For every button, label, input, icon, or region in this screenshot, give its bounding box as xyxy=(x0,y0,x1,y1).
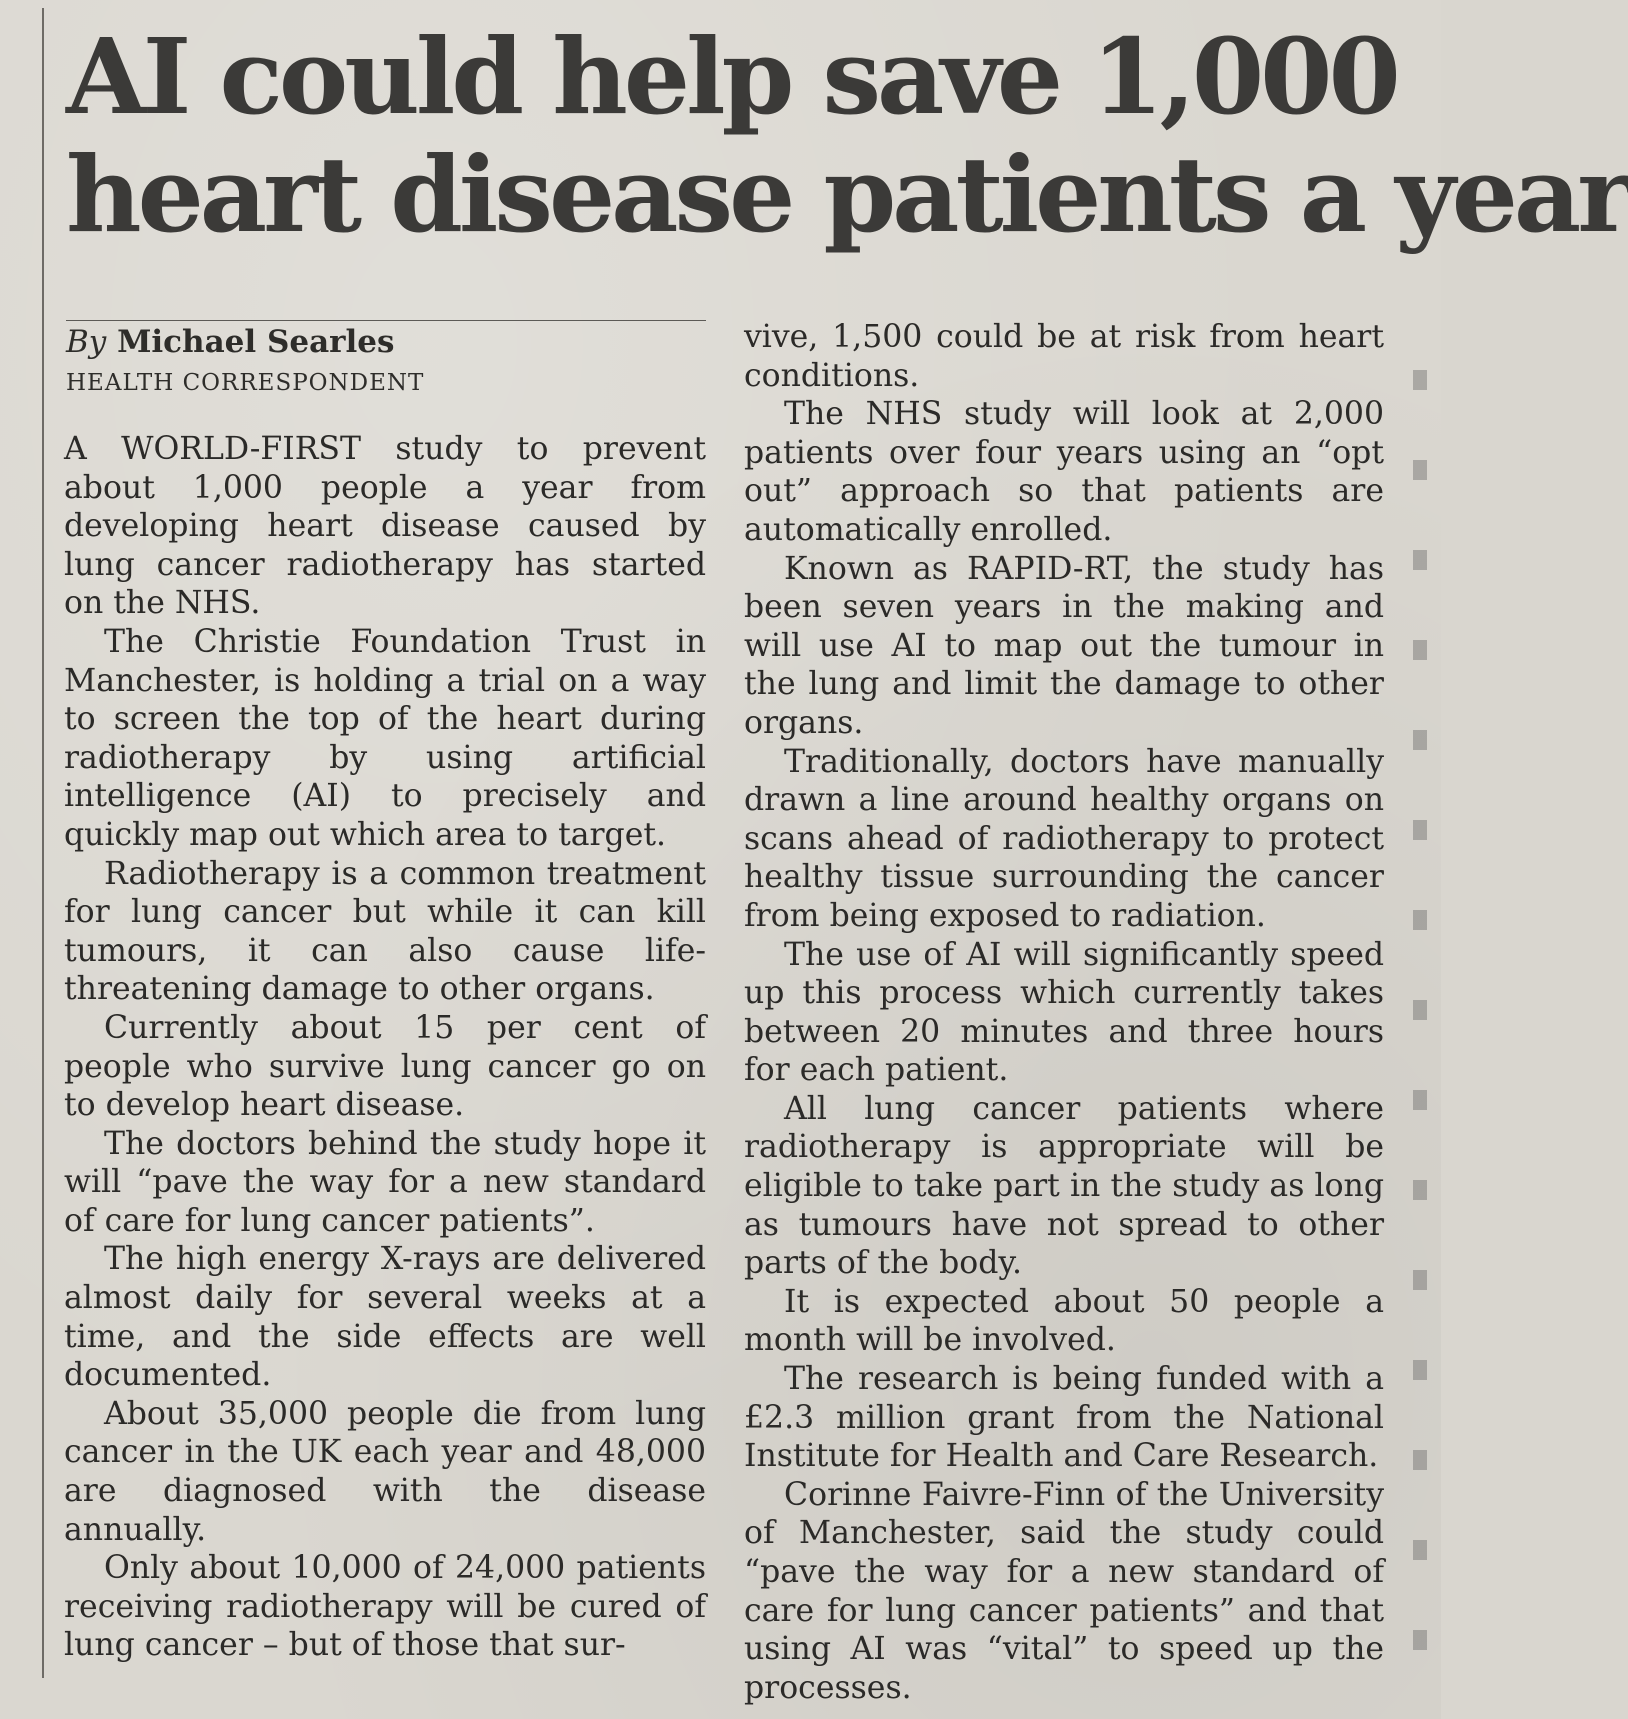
paragraph: Radiotherapy is a common treatment for lung cancer but while it can kill tumours, it can also cause life-threatening damage to other organs. xyxy=(64,855,706,1008)
paragraph: Known as RAPID-RT, the study has been seven years in the making and will use AI to map out the tumour in the lung and limit the damage to other organs. xyxy=(744,550,1384,741)
paragraph: The high energy X-rays are delivered almost daily for several weeks at a time, and the side effects are well documented. xyxy=(64,1241,706,1394)
paragraph: The research is being funded with a £2.3 million grant from the National Institute for Health and Care Research. xyxy=(744,1361,1384,1475)
paragraph: The Christie Foundation Trust in Manchester, is holding a trial on a way to screen the top of the heart during radiotherapy by using artificial intelligence (AI) to precisely and quickly map out which area to target. xyxy=(64,623,706,853)
paragraph: Traditionally, doctors have manually drawn a line around healthy organs on scans ahead of radiotherapy to protect healthy tissue surrounding the cancer from being exposed to radiation. xyxy=(744,743,1384,934)
paragraph: The use of AI will significantly speed up this process which currently takes between 20 minutes and three hours for each patient. xyxy=(744,936,1384,1089)
byline-divider xyxy=(66,320,706,321)
paragraph: Only about 10,000 of 24,000 patients receiving radiotherapy will be cured of lung cancer – but of those that sur- xyxy=(64,1550,706,1664)
byline-prefix: By xyxy=(66,324,107,360)
byline xyxy=(66,322,706,362)
paragraph: It is expected about 50 people a month will be involved. xyxy=(744,1283,1384,1359)
column-rule xyxy=(42,8,44,1678)
author-name: Michael Searles xyxy=(117,324,395,360)
adjacent-column-edge xyxy=(1413,300,1427,1700)
paragraph: A WORLD-FIRST study to prevent about 1,000 people a year from developing heart disease caused by lung cancer radiotherapy has started on the NHS. xyxy=(64,431,706,622)
paragraph: Corinne Faivre-Finn of the University of Manchester, said the study could “pave the way for a new standard of care for lung cancer patients” and that using AI was “vital” to speed up the processes. xyxy=(744,1476,1384,1706)
article-column-2 xyxy=(744,318,1384,1707)
paragraph: The doctors behind the study hope it will “pave the way for a new standard of care for lung cancer patients”. xyxy=(64,1125,706,1239)
paragraph: All lung cancer patients where radiotherapy is appropriate will be eligible to take part in the study as long as tumours have not spread to other parts of the body. xyxy=(744,1090,1384,1282)
author-role: HEALTH CORRESPONDENT xyxy=(66,370,425,396)
headline xyxy=(66,15,1628,256)
paragraph: The NHS study will look at 2,000 patients over four years using an “opt out” approach so that patients are automatically enrolled. xyxy=(744,396,1384,548)
headline-line-2: heart disease patients a year xyxy=(66,133,1628,256)
headline-line-1: AI could help save 1,000 xyxy=(66,15,1397,138)
paragraph: Currently about 15 per cent of people who survive lung cancer go on to develop heart disease. xyxy=(64,1009,706,1124)
paragraph-continued: vive, 1,500 could be at risk from heart conditions. xyxy=(744,319,1384,394)
paragraph: About 35,000 people die from lung cancer in the UK each year and 48,000 are diagnosed with the disease annually. xyxy=(64,1395,706,1548)
article-column-1 xyxy=(64,430,706,1665)
